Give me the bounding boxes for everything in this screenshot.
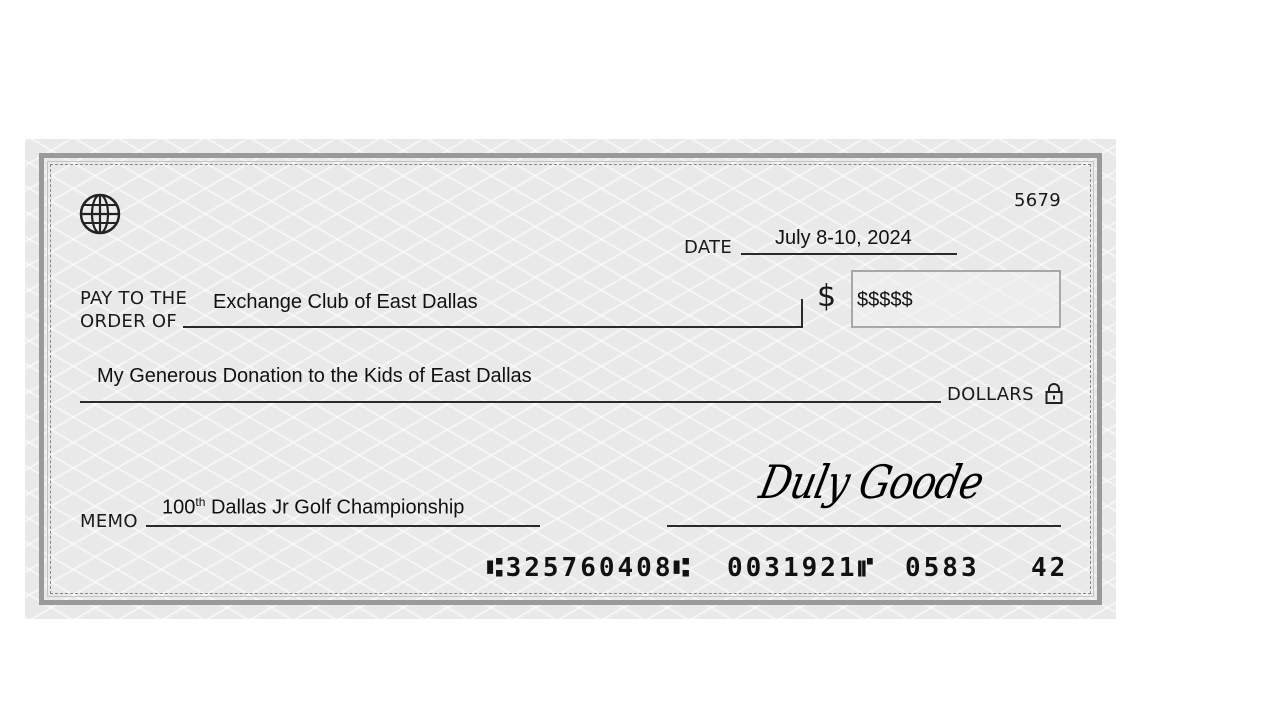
- micr-account: 0031921⑈: [727, 553, 877, 583]
- dollars-label: DOLLARS: [947, 384, 1034, 405]
- micr-routing: ⑆325760408⑆: [487, 553, 693, 583]
- payee-label-line1: PAY TO THE: [80, 288, 188, 309]
- memo-line: [146, 525, 540, 527]
- globe-icon: [79, 193, 121, 235]
- signature-line: [667, 525, 1061, 527]
- amount-field: $$$$$: [857, 289, 913, 311]
- memo-field[interactable]: [162, 495, 464, 520]
- amount-words-line: [80, 401, 941, 403]
- micr-check-number: 0583: [905, 553, 980, 583]
- payee-label: [80, 287, 187, 333]
- payee-line: [183, 326, 803, 328]
- date-line: [741, 253, 957, 255]
- micr-tail: 42: [1031, 553, 1069, 583]
- memo-superscript: th: [195, 495, 206, 509]
- payee-label-line2: ORDER OF: [80, 311, 178, 332]
- amount-words-field[interactable]: My Generous Donation to the Kids of East Dallas: [97, 365, 532, 387]
- memo-number: 100: [162, 496, 196, 519]
- check: [25, 139, 1116, 619]
- memo-text: Dallas Jr Golf Championship: [205, 496, 465, 519]
- currency-symbol: $: [817, 279, 837, 314]
- date-label: DATE: [684, 237, 733, 258]
- payee-line-end: [801, 299, 803, 328]
- signature: Duly Goode: [755, 455, 989, 509]
- memo-label: MEMO: [80, 511, 138, 532]
- check-number: 5679: [1014, 190, 1062, 211]
- date-field[interactable]: July 8-10, 2024: [775, 227, 912, 249]
- lock-icon: [1045, 383, 1063, 405]
- amount-box[interactable]: [851, 270, 1061, 328]
- payee-field[interactable]: Exchange Club of East Dallas: [213, 291, 478, 313]
